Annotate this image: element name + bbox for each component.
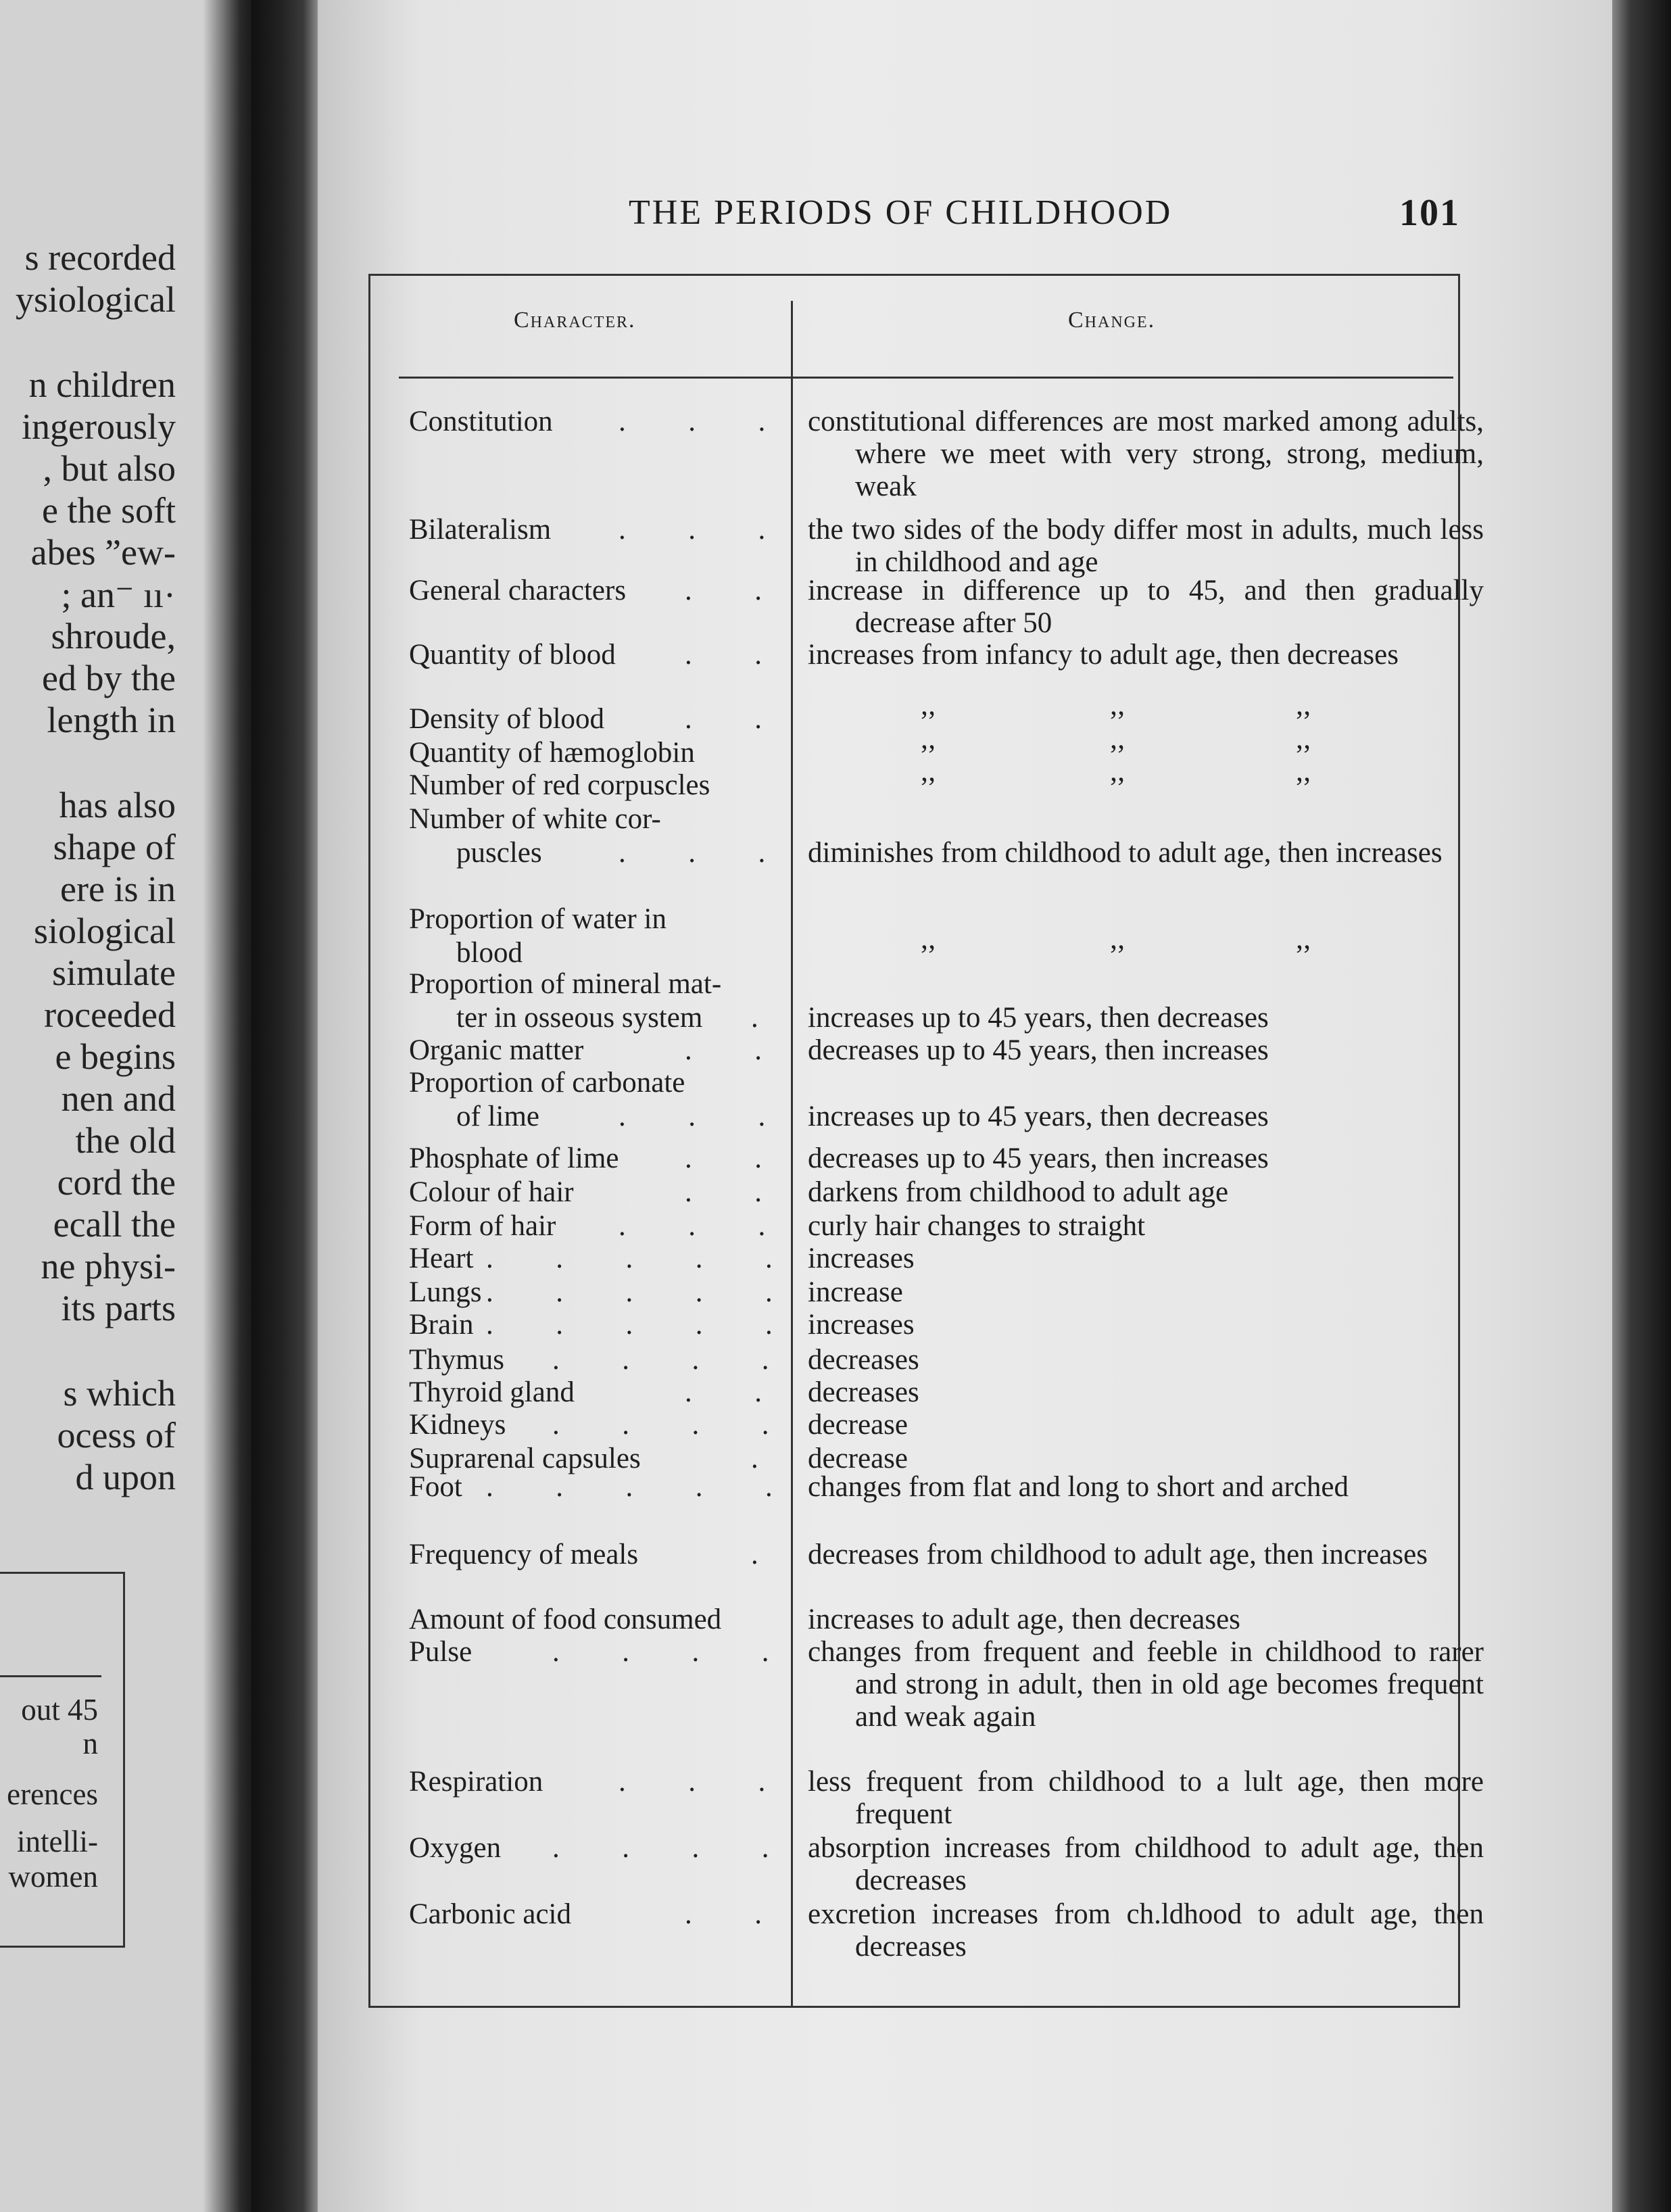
facing-page-line: n children bbox=[28, 364, 176, 405]
change-description: increase in difference up to 45, and then gradually decrease after 50 bbox=[808, 575, 1484, 639]
book-gutter bbox=[251, 0, 326, 2212]
leader-dots: . . bbox=[685, 703, 765, 735]
character-label: Suprarenal capsules bbox=[409, 1443, 641, 1474]
ditto-mark: ’’ bbox=[1294, 940, 1312, 971]
facing-page-box-line: intelli- bbox=[17, 1825, 98, 1858]
column-header-change: Change. bbox=[1068, 308, 1156, 333]
facing-page-line: s recorded bbox=[24, 237, 176, 278]
character-label: Bilateralism bbox=[409, 514, 552, 546]
facing-page-line: the old bbox=[75, 1120, 176, 1161]
facing-page-line: e begins bbox=[55, 1036, 176, 1077]
change-description: decreases up to 45 years, then increases bbox=[808, 1143, 1269, 1174]
character-label: Lungs bbox=[409, 1276, 482, 1308]
leader-dots: . . . . . bbox=[486, 1309, 775, 1341]
ditto-mark: ’’ bbox=[919, 740, 937, 771]
change-description: increases from infancy to adult age, then decreases bbox=[808, 639, 1399, 671]
change-description: absorption increases from childhood to adult age, then decreases bbox=[808, 1832, 1484, 1896]
ditto-mark: ’’ bbox=[1109, 740, 1126, 771]
leader-dots: . . bbox=[685, 1376, 765, 1408]
ditto-mark: ’’ bbox=[919, 706, 937, 738]
character-label: Number of white cor- bbox=[409, 803, 661, 835]
leader-dots: . . . . bbox=[552, 1832, 772, 1864]
character-label: Kidneys bbox=[409, 1409, 506, 1441]
change-description: excretion increases from ch.ldhood to adult age, then decreases bbox=[808, 1898, 1484, 1963]
running-title: THE PERIODS OF CHILDHOOD bbox=[629, 193, 1173, 232]
change-description: decrease bbox=[808, 1443, 908, 1474]
facing-page-line: s which bbox=[63, 1373, 176, 1414]
character-label: Quantity of blood bbox=[409, 639, 616, 671]
change-description: increases bbox=[808, 1243, 915, 1274]
change-description: decreases bbox=[808, 1344, 919, 1376]
ditto-mark: ’’ bbox=[1294, 706, 1312, 738]
facing-page-line: siological bbox=[34, 911, 176, 951]
facing-page-line: ere is in bbox=[60, 869, 176, 909]
character-label: Density of blood bbox=[409, 703, 605, 735]
character-label: Pulse bbox=[409, 1636, 473, 1668]
character-label-continued: puscles bbox=[456, 837, 542, 869]
character-label: Respiration bbox=[409, 1766, 543, 1798]
change-description: constitutional differences are most marked among adults, where we meet with very strong, strong, medium, weak bbox=[808, 406, 1484, 502]
character-label-continued: ter in osseous system bbox=[456, 1002, 703, 1034]
character-label: Form of hair bbox=[409, 1210, 556, 1242]
facing-page-line: , but also bbox=[43, 448, 176, 489]
leader-dots: . . bbox=[685, 639, 765, 671]
facing-page-box-line: erences bbox=[7, 1777, 98, 1811]
leader-dots: . . . bbox=[619, 1210, 769, 1242]
change-description: increase bbox=[808, 1276, 903, 1308]
page-edge bbox=[1612, 0, 1671, 2212]
change-description: decreases from childhood to adult age, then increases bbox=[808, 1539, 1428, 1570]
character-label: Foot bbox=[409, 1471, 462, 1503]
leader-dots: . . bbox=[685, 1034, 765, 1066]
ditto-mark: ’’ bbox=[919, 772, 937, 804]
character-label: Proportion of carbonate bbox=[409, 1067, 685, 1099]
change-description: less frequent from childhood to a lult age, then more frequent bbox=[808, 1766, 1484, 1830]
facing-page-line: e the soft bbox=[42, 490, 176, 531]
character-label: Heart bbox=[409, 1243, 474, 1274]
ditto-mark: ’’ bbox=[1109, 772, 1126, 804]
character-label: Amount of food consumed bbox=[409, 1604, 722, 1635]
facing-page-line: shroude, bbox=[51, 616, 176, 656]
leader-dots: . . . bbox=[619, 1101, 769, 1132]
leader-dots: . bbox=[751, 1443, 761, 1474]
character-label: Carbonic acid bbox=[409, 1898, 571, 1930]
change-description: increases up to 45 years, then decreases bbox=[808, 1101, 1269, 1132]
leader-dots: . . bbox=[685, 1176, 765, 1208]
character-label: Thymus bbox=[409, 1344, 504, 1376]
facing-page-fragment bbox=[0, 0, 251, 2212]
leader-dots: . . . . bbox=[552, 1344, 772, 1376]
facing-page-line: length in bbox=[47, 700, 176, 740]
change-description: decreases up to 45 years, then increases bbox=[808, 1034, 1269, 1066]
leader-dots: . . . . . bbox=[486, 1243, 775, 1274]
change-description: the two sides of the body differ most in adults, much less in childhood and age bbox=[808, 514, 1484, 578]
facing-page-box-rule bbox=[0, 1675, 101, 1677]
character-label: Phosphate of lime bbox=[409, 1143, 619, 1174]
character-label: Constitution bbox=[409, 406, 553, 437]
change-description: changes from frequent and feeble in childhood to rarer and strong in adult, then in old age becomes frequent and weak again bbox=[808, 1636, 1484, 1733]
facing-page-line: cord the bbox=[57, 1162, 176, 1203]
facing-page-line: ecall the bbox=[53, 1204, 176, 1245]
facing-page-line: ; an⁻ ıı· bbox=[61, 575, 176, 615]
leader-dots: . . . . bbox=[552, 1636, 772, 1668]
facing-page-line: ne physi- bbox=[41, 1246, 176, 1287]
leader-dots: . . bbox=[685, 1143, 765, 1174]
character-label: General characters bbox=[409, 575, 627, 606]
character-label: Proportion of mineral mat- bbox=[409, 968, 722, 1000]
leader-dots: . . . bbox=[619, 837, 769, 869]
page-number: 101 bbox=[1399, 192, 1460, 234]
ditto-mark: ’’ bbox=[919, 940, 937, 971]
facing-page-line: ingerously bbox=[22, 406, 176, 447]
column-header-character: Character. bbox=[514, 308, 636, 333]
character-label: Number of red corpuscles bbox=[409, 769, 710, 801]
change-description: increases to adult age, then decreases bbox=[808, 1604, 1240, 1635]
ditto-mark: ’’ bbox=[1294, 772, 1312, 804]
facing-page-box-line: n bbox=[82, 1727, 98, 1760]
leader-dots: . . . bbox=[619, 1766, 769, 1798]
facing-page-line: ocess of bbox=[57, 1415, 176, 1456]
leader-dots: . . bbox=[685, 575, 765, 606]
facing-page-line: d upon bbox=[75, 1457, 176, 1497]
leader-dots: . . . . . bbox=[486, 1276, 775, 1308]
change-description: diminishes from childhood to adult age, then increases bbox=[808, 837, 1443, 869]
leader-dots: . bbox=[751, 1539, 761, 1570]
facing-page-line: simulate bbox=[52, 953, 176, 993]
character-label: Oxygen bbox=[409, 1832, 502, 1864]
character-label: Thyroid gland bbox=[409, 1376, 575, 1408]
facing-page-box bbox=[0, 1572, 125, 1948]
change-description: changes from flat and long to short and arched bbox=[808, 1471, 1349, 1503]
facing-page-line: nen and bbox=[61, 1078, 176, 1119]
character-label: Colour of hair bbox=[409, 1176, 574, 1208]
facing-page-line: ysiological bbox=[16, 279, 176, 320]
column-divider bbox=[791, 301, 793, 2008]
ditto-mark: ’’ bbox=[1109, 940, 1126, 971]
facing-page-box-line: women bbox=[8, 1860, 98, 1894]
facing-page-line: its parts bbox=[61, 1288, 176, 1328]
facing-page-line: has also bbox=[59, 785, 176, 825]
ditto-mark: ’’ bbox=[1109, 706, 1126, 738]
change-description: darkens from childhood to adult age bbox=[808, 1176, 1229, 1208]
character-label: Proportion of water in bbox=[409, 903, 667, 935]
facing-page-line: abes ”ew- bbox=[30, 532, 176, 573]
facing-page-line: roceeded bbox=[44, 994, 176, 1035]
change-description: decreases bbox=[808, 1376, 919, 1408]
character-label-continued: blood bbox=[456, 937, 523, 969]
change-description: increases bbox=[808, 1309, 915, 1341]
change-description: increases up to 45 years, then decreases bbox=[808, 1002, 1269, 1034]
leader-dots: . . . . bbox=[552, 1409, 772, 1441]
character-label: Brain bbox=[409, 1309, 474, 1341]
leader-dots: . bbox=[751, 1002, 761, 1034]
character-label: Quantity of hæmoglobin bbox=[409, 737, 695, 769]
leader-dots: . . . bbox=[619, 406, 769, 437]
character-label: Frequency of meals bbox=[409, 1539, 639, 1570]
header-rule bbox=[399, 377, 1453, 379]
facing-page-line: ed by the bbox=[42, 658, 176, 698]
change-description: decrease bbox=[808, 1409, 908, 1441]
facing-page-line: shape of bbox=[53, 827, 176, 867]
change-description: curly hair changes to straight bbox=[808, 1210, 1146, 1242]
leader-dots: . . . . . bbox=[486, 1471, 775, 1503]
ditto-mark: ’’ bbox=[1294, 740, 1312, 771]
leader-dots: . . bbox=[685, 1898, 765, 1930]
character-label-continued: of lime bbox=[456, 1101, 539, 1132]
leader-dots: . . . bbox=[619, 514, 769, 546]
facing-page-box-line: out 45 bbox=[21, 1693, 98, 1727]
character-label: Organic matter bbox=[409, 1034, 584, 1066]
